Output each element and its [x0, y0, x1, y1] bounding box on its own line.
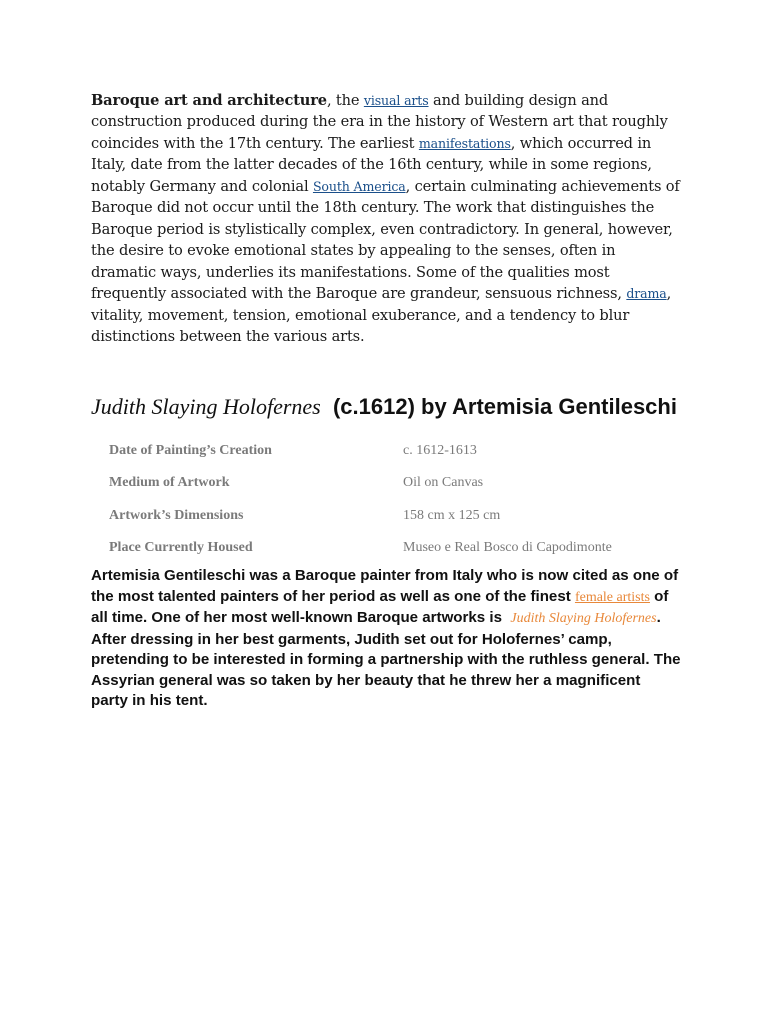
body-artwork-title: Judith Slaying Holofernes — [510, 611, 657, 627]
body-text-1: Artemisia Gentileschi was a Baroque painter from Italy who is now cited as one of the most talented painters of her period as well as one of the finest — [91, 567, 679, 605]
table-row — [109, 467, 669, 500]
intro-paragraph — [91, 90, 681, 347]
fact-value: c. 1612-1613 — [403, 442, 477, 458]
link-visual-arts[interactable]: visual arts — [363, 93, 429, 108]
link-female-artists[interactable]: female artists — [574, 589, 650, 605]
fact-value: Oil on Canvas — [403, 475, 484, 491]
table-row — [109, 499, 669, 532]
fact-label: Place Currently Housed — [109, 540, 253, 556]
body-text-2: of all time. One of her most well-known Baroque artworks is — [91, 587, 673, 627]
artist-paragraph — [91, 566, 681, 712]
link-south-america[interactable]: South America — [312, 178, 406, 194]
section-heading — [91, 391, 681, 425]
intro-text-2: and building design and construction produced during the era in the history of Western art that roughly coincides with the 17th century. The earliest — [91, 92, 668, 152]
intro-text-5: , vitality, movement, tension, emotional exuberance, and a tendency to blur distinctions between the various arts. — [91, 285, 672, 345]
table-row — [109, 434, 669, 467]
table-row — [109, 532, 669, 565]
intro-text-1: , the — [326, 92, 364, 109]
fact-value: 158 cm x 125 cm — [403, 507, 501, 523]
document-page — [91, 90, 681, 712]
artwork-facts-table — [109, 434, 669, 564]
fact-label: Date of Painting’s Creation — [109, 442, 272, 458]
heading-date-artist: (c.1612) by Artemisia Gentileschi — [320, 394, 677, 420]
intro-text-3: , which occurred in Italy, date from the latter decades of the 16th century, while in some regions, notably Germany and colonial — [91, 134, 652, 195]
link-drama[interactable]: drama — [626, 286, 667, 302]
heading-artwork-title: Judith Slaying Holofernes — [91, 394, 321, 420]
intro-bold-term: Baroque art and architecture — [91, 92, 327, 109]
fact-label: Artwork’s Dimensions — [109, 507, 244, 523]
body-text-3: . After dressing in her best garments, Judith set out for Holofernes’ camp, pretending to be interested in forming a partnership with the ruthless general. The Assyrian general was so taken by her beauty that he threw her a magnificent party in his tent. — [91, 609, 681, 710]
link-manifestations[interactable]: manifestations — [418, 135, 511, 151]
fact-label: Medium of Artwork — [109, 475, 230, 491]
intro-text-4: , certain culminating achievements of Baroque did not occur until the 18th century. The work that distinguishes the Baroque period is stylistically complex, even contradictory. In general, however, the desire to evoke emotional states by appealing to the senses, often in dramatic ways, underlies its manifestations. Some of the qualities most frequently associated with the Baroque are grandeur, sensuous richness, — [91, 177, 680, 303]
fact-value: Museo e Real Bosco di Capodimonte — [403, 540, 612, 556]
